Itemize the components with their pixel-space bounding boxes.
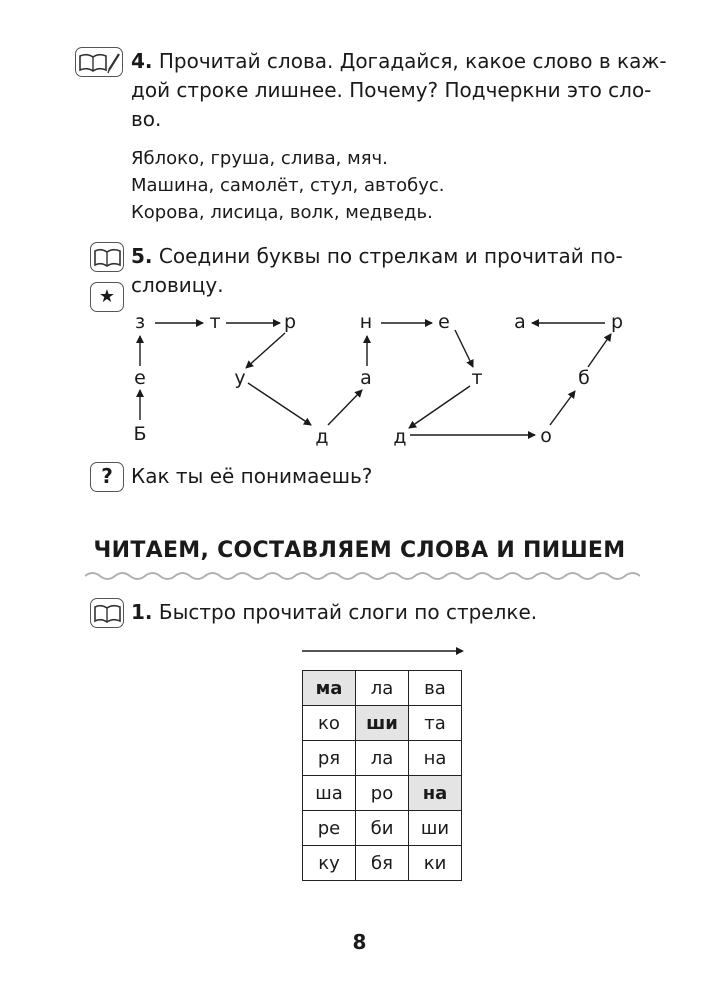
table-cell: ре	[303, 811, 356, 846]
letter-t2: т	[471, 367, 483, 389]
table-row	[303, 741, 462, 776]
arrow-r-to-u	[246, 333, 285, 368]
arrow-t-to-d	[409, 386, 470, 428]
task5-line-2: словицу.	[131, 273, 224, 297]
arrow-u-to-d	[248, 383, 311, 425]
table-row	[303, 706, 462, 741]
table-cell: на	[409, 776, 462, 811]
task4-line-1: 4. Прочитай слова. Догадайся, какое слово в каж-	[131, 49, 667, 73]
arrow-o-to-b	[550, 391, 575, 425]
table-cell: ма	[303, 671, 356, 706]
letter-e2: е	[438, 311, 450, 333]
section-heading: ЧИТАЕМ, СОСТАВЛЯЕМ СЛОВА И ПИШЕМ	[93, 538, 626, 563]
table-cell: ря	[303, 741, 356, 776]
table-cell: би	[356, 811, 409, 846]
page-number: 8	[352, 930, 367, 954]
question-text: Как ты её понимаешь?	[131, 464, 373, 488]
table-cell: ла	[356, 671, 409, 706]
letter-d: д	[315, 426, 329, 448]
table-cell: ша	[303, 776, 356, 811]
letter-arrow-diagram	[0, 0, 719, 470]
letter-b2: б	[578, 367, 590, 389]
table-cell: ва	[409, 671, 462, 706]
task1-line: 1. Быстро прочитай слоги по стрелке.	[131, 600, 538, 624]
table-row	[303, 811, 462, 846]
table-row	[303, 671, 462, 706]
question-glyph: ?	[101, 464, 113, 488]
letter-a2: а	[514, 311, 526, 333]
word-row-3: Корова, лисица, волк, медведь.	[131, 202, 433, 223]
arrow-e-to-t	[455, 330, 473, 367]
letter-r2: р	[610, 311, 624, 333]
table-cell: ши	[409, 811, 462, 846]
letter-b-capital: Б	[133, 423, 147, 445]
table-row	[303, 776, 462, 811]
question-icon	[90, 462, 124, 492]
letter-d2: д	[393, 426, 407, 448]
arrow-b-to-r	[588, 334, 611, 367]
table-cell: ро	[356, 776, 409, 811]
table-cell: на	[409, 741, 462, 776]
task4-line-2: дой строке лишнее. Почему? Подчеркни это сло-	[131, 78, 652, 102]
task4-line-3: во.	[131, 107, 162, 131]
word-row-1: Яблоко, груша, слива, мяч.	[131, 148, 388, 169]
table-row	[303, 846, 462, 881]
table-cell: бя	[356, 846, 409, 881]
table-cell: ши	[356, 706, 409, 741]
word-row-2: Машина, самолёт, стул, автобус.	[131, 175, 445, 196]
table-cell: та	[409, 706, 462, 741]
letter-e: е	[134, 367, 146, 389]
letter-o: о	[540, 425, 552, 447]
task4-number: 4.	[131, 49, 153, 73]
table-cell: ко	[303, 706, 356, 741]
letter-a: а	[360, 367, 372, 389]
arrow-right-icon	[300, 644, 465, 658]
syllable-table	[302, 670, 462, 881]
task5-line-1: 5. Соедини буквы по стрелкам и прочитай по-	[131, 244, 623, 268]
wavy-divider-icon	[85, 570, 640, 582]
table-cell: ла	[356, 741, 409, 776]
star-glyph: ★	[98, 286, 116, 307]
book-icon	[90, 598, 124, 628]
task5-number: 5.	[131, 244, 153, 268]
letter-r: р	[283, 311, 297, 333]
letter-z: з	[134, 311, 146, 333]
table-cell: ки	[409, 846, 462, 881]
table-cell: ку	[303, 846, 356, 881]
arrow-d-to-a	[328, 390, 362, 425]
letter-u: у	[234, 367, 246, 389]
task1-number: 1.	[131, 600, 153, 624]
letter-t: т	[209, 311, 221, 333]
letter-n: н	[359, 311, 373, 333]
